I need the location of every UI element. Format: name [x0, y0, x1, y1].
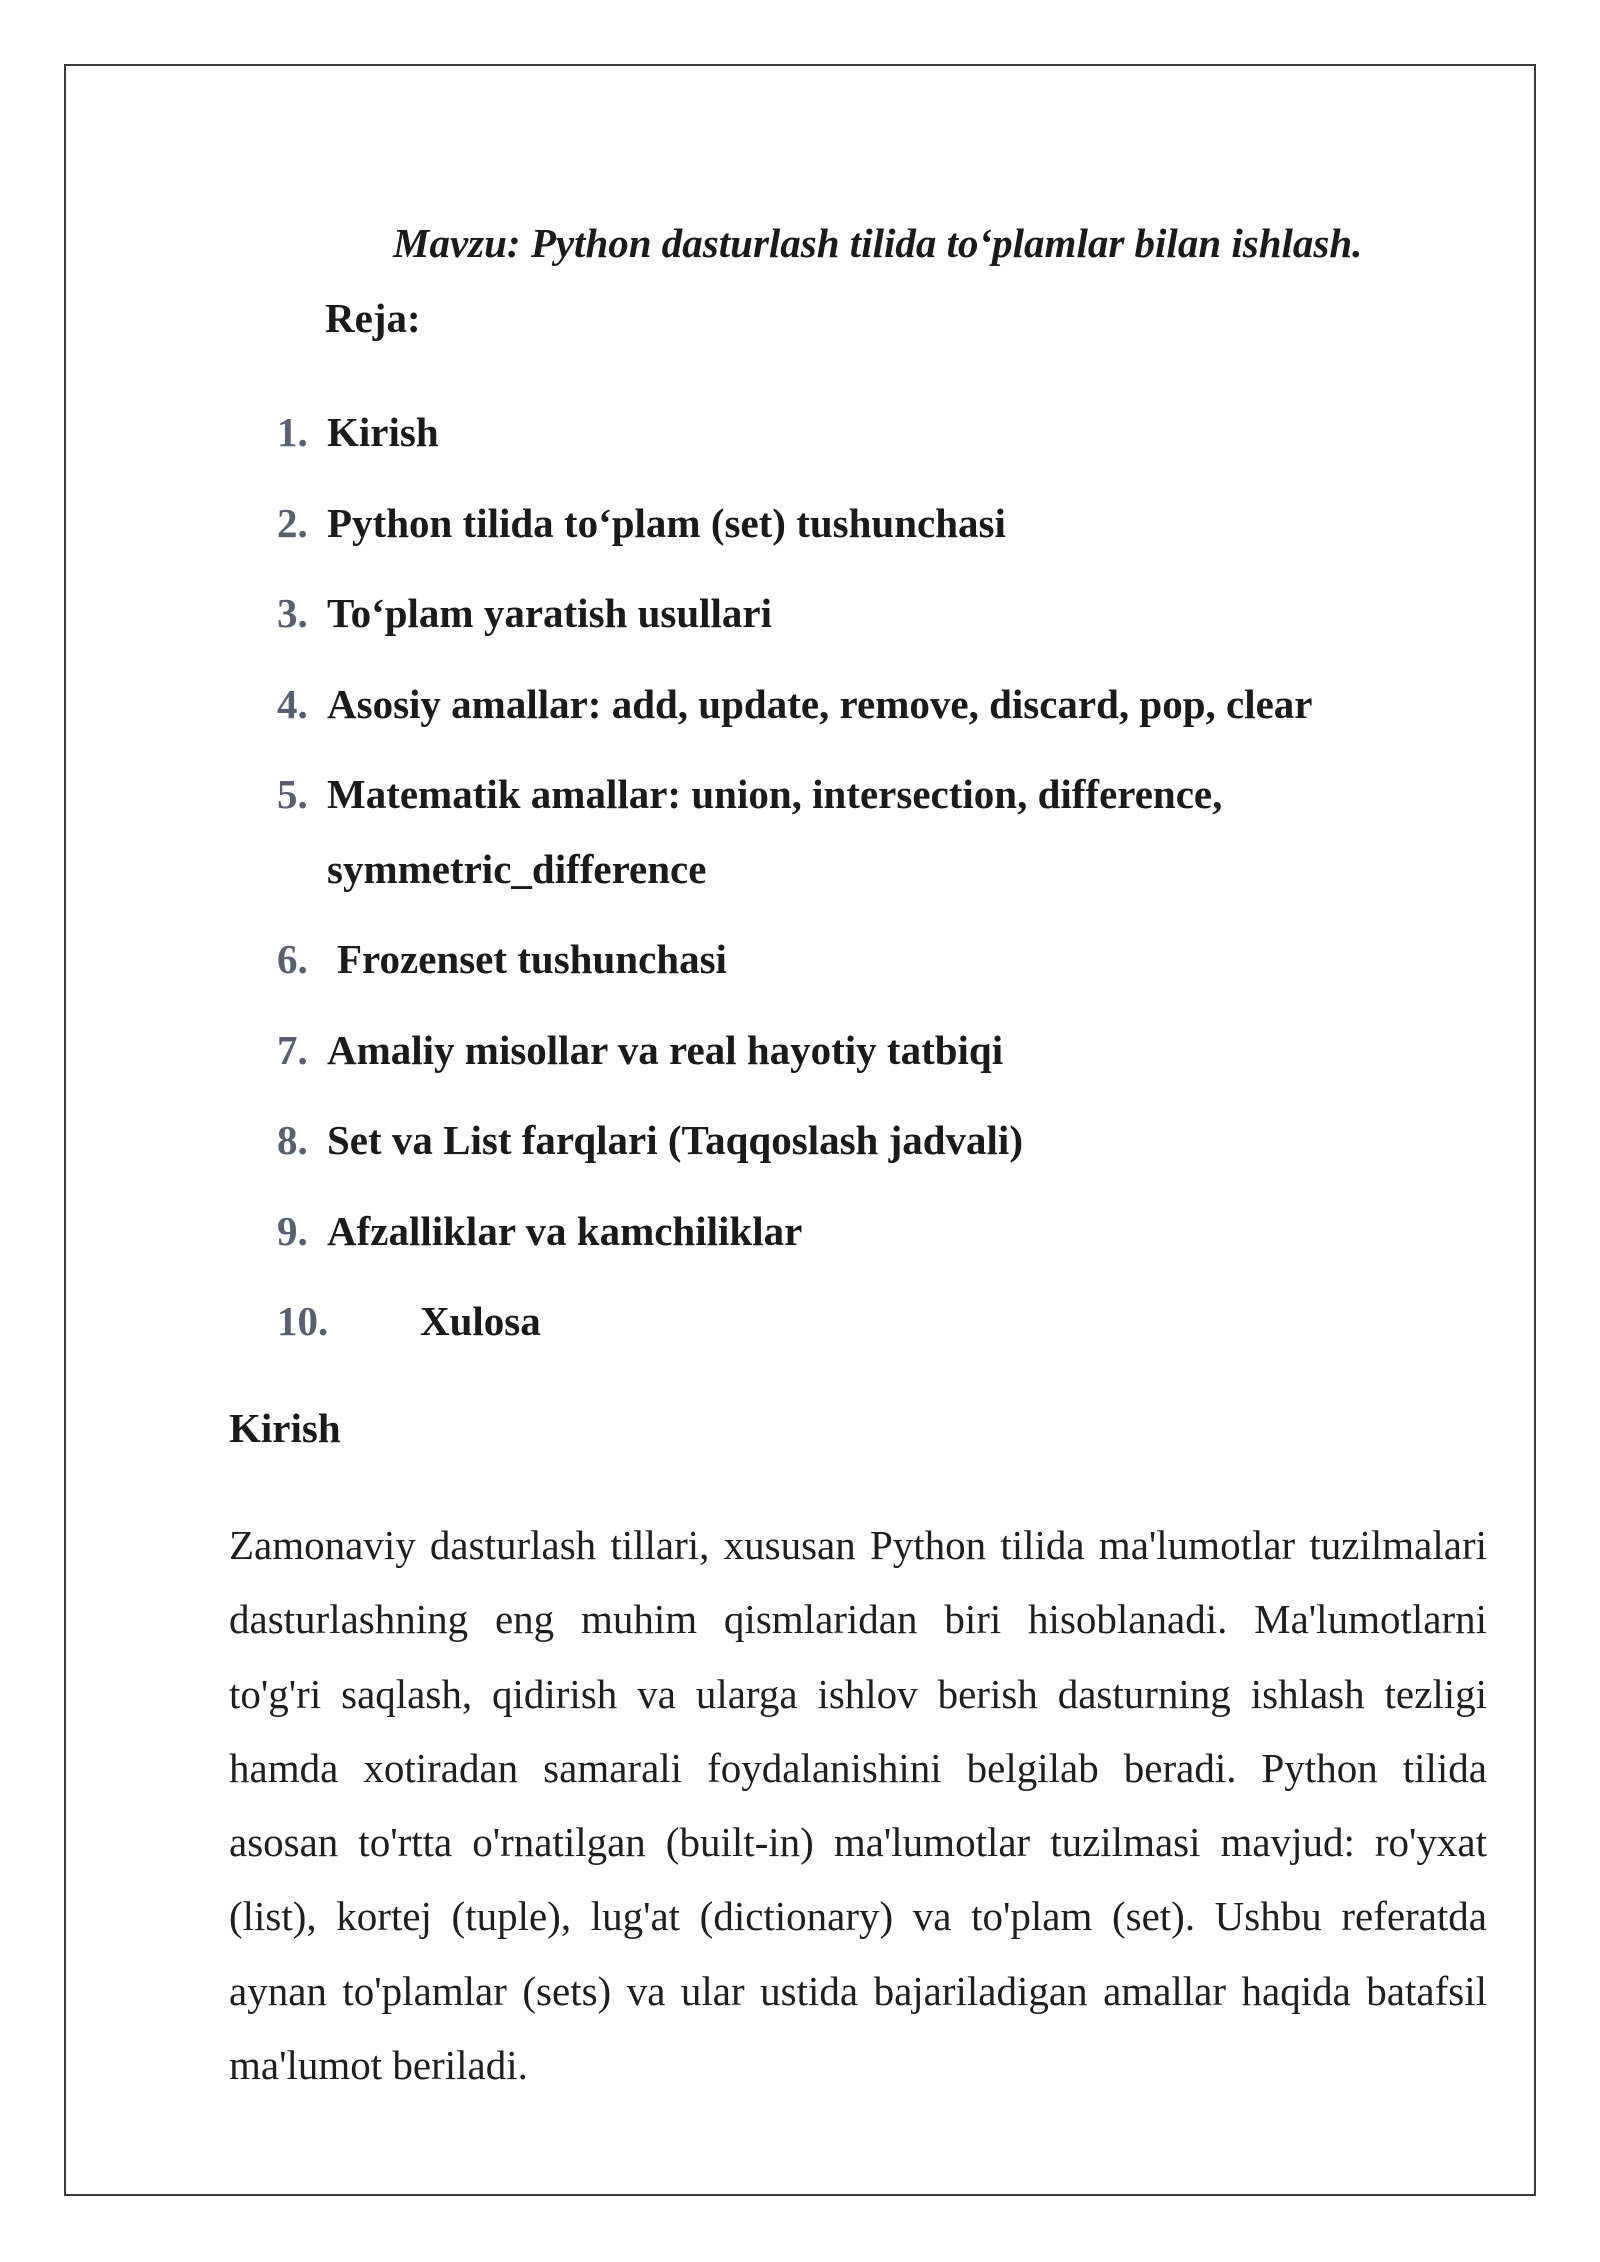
plan-item-text: Kirish — [327, 409, 439, 455]
plan-item-number: 1. — [277, 409, 308, 455]
plan-item-number: 6. — [277, 936, 308, 982]
plan-item-text: To‘plam yaratish usullari — [327, 590, 773, 636]
plan-item-number: 8. — [277, 1117, 308, 1163]
plan-item-number: 9. — [277, 1208, 308, 1254]
plan-item-text-line2: symmetric_difference — [327, 846, 707, 892]
plan-item-number: 7. — [277, 1027, 308, 1073]
plan-item-text: Set va List farqlari (Taqqoslash jadvali) — [327, 1117, 1023, 1163]
plan-item-number: 2. — [277, 500, 308, 546]
plan-item-text: Frozenset tushunchasi — [337, 936, 727, 982]
intro-paragraph: Zamonaviy dasturlash tillari, xususan Python tilida ma'lumotlar tuzilmalari dasturlashning eng muhim qismlaridan biri hisoblanadi. Ma'lumotlarni to'g'ri saqlash, qidirish va ularga ishlov berish dasturning ishlash tezligi hamda xotiradan samarali foydalanishini belgilab beradi. Python tilida asosan to'rtta o'rnatilgan (built-in) ma'lumotlar tuzilmasi mavjud: ro'yxat (list), kortej (tuple), lug'at (dictionary) va to'plam (set). Ushbu referatda aynan to'plamlar (sets) va ular ustida bajariladigan amallar haqida batafsil ma'lumot beriladi. — [229, 1522, 1487, 2089]
plan-item-number: 5. — [277, 771, 308, 817]
plan-item-text: Matematik amallar: union, intersection, difference, — [327, 771, 1223, 817]
plan-item-number: 4. — [277, 681, 308, 727]
plan-item-text: Asosiy amallar: add, update, remove, discard, pop, clear — [327, 681, 1313, 727]
plan-label: Reja: — [325, 295, 421, 341]
plan-item-text: Xulosa — [420, 1298, 541, 1344]
plan-item-text: Python tilida to‘plam (set) tushunchasi — [327, 500, 1006, 546]
plan-item-number: 10. — [277, 1298, 329, 1344]
plan-item-text: Afzalliklar va kamchiliklar — [327, 1208, 803, 1254]
section-heading: Kirish — [229, 1405, 341, 1451]
plan-item-number: 3. — [277, 590, 308, 636]
document-topic: Mavzu: Python dasturlash tilida to‘plamlar bilan ishlash. — [393, 220, 1363, 266]
plan-item-text: Amaliy misollar va real hayotiy tatbiqi — [327, 1027, 1004, 1073]
